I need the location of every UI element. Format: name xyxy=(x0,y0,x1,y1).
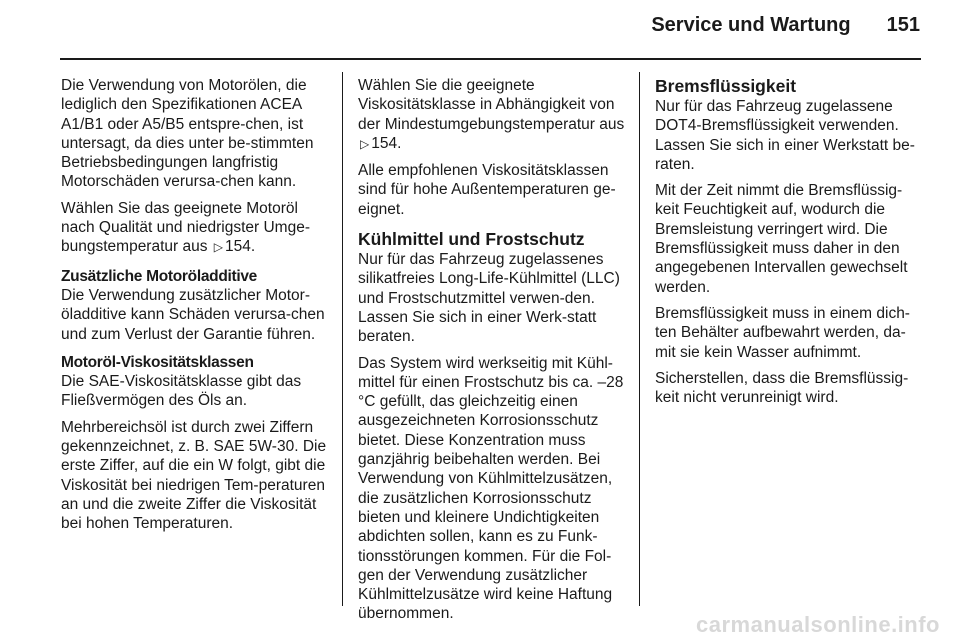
heading-viscosity-classes: Motoröl-Viskositätsklassen xyxy=(61,353,254,371)
column-divider xyxy=(639,72,640,606)
paragraph: Die SAE-Viskositätsklasse gibt das Fließvermögen des Öls an. xyxy=(61,373,302,410)
page-reference[interactable]: 154. xyxy=(371,134,402,152)
heading-coolant: Kühlmittel und Frostschutz xyxy=(358,229,585,250)
paragraph: Mit der Zeit nimmt die Bremsflüssig-keit Feuchtigkeit auf, wodurch die Bremsleistung verringert wird. Die Bremsflüssigkeit muss daher in den angegebenen Intervallen gewechselt werden. xyxy=(655,182,908,296)
page-reference-arrow-icon: ▷ xyxy=(360,136,370,151)
page-header xyxy=(651,14,920,37)
heading-additives: Zusätzliche Motoröladditive xyxy=(61,267,258,285)
page-reference-arrow-icon: ▷ xyxy=(213,240,224,255)
paragraph-text: Wählen Sie die geeignete Viskositätsklasse in Abhängigkeit von der Mindestumgebungstemperatur aus xyxy=(358,77,625,133)
column-1 xyxy=(61,76,329,541)
heading-brake-fluid: Bremsflüssigkeit xyxy=(655,76,797,96)
page-number: 151 xyxy=(886,14,920,36)
column-2 xyxy=(358,76,626,631)
paragraph-with-reference xyxy=(61,199,329,258)
paragraph: Mehrbereichsöl ist durch zwei Ziffern gekennzeichnet, z. B. SAE 5W-30. Die erste Ziffer, auf die ein W folgt, gibt die Viskosität bei niedrigen Tem-peraturen an und die zweite Ziffer die Viskosität bei hohen Temperaturen. xyxy=(61,418,327,533)
paragraph: Nur für das Fahrzeug zugelassene DOT4-Bremsflüssigkeit verwenden. Lassen Sie sich in einer Werkstatt be-raten. xyxy=(655,98,915,173)
paragraph: Bremsflüssigkeit muss in einem dich-ten Behälter aufbewahrt werden, da-mit sie kein Wasser aufnimmt. xyxy=(655,304,910,361)
header-rule xyxy=(60,58,921,60)
paragraph: Das System wird werkseitig mit Kühl-mittel für einen Frostschutz bis ca. –28 °C gefüllt, das gleichzeitig einen ausgezeichneten Korrosionsschutz bietet. Diese Konzentration muss ganzjährig beibehalten werden. Bei Verwendung von Kühlmittelzusätzen, die zusätzlichen Korrosionsschutz bieten und kleinere Undichtigkeiten abdichten sollen, kann es zu Funk-tionsstörungen kommen. Für die Fol-gen der Verwendung zusätzlicher Kühlmittelzusätze wird keine Haftung übernommen. xyxy=(358,354,624,623)
paragraph: Sicherstellen, dass die Bremsflüssig-keit nicht verunreinigt wird. xyxy=(655,369,909,407)
column-divider xyxy=(342,72,343,606)
page-reference[interactable]: 154. xyxy=(225,238,256,256)
section-title: Service und Wartung xyxy=(651,14,851,36)
paragraph: Die Verwendung von Motorölen, die lediglich den Spezifikationen ACEA A1/B1 oder A5/B5 entspre-chen, ist untersagt, da dies unter be-stimmten Betriebsbedingungen langfristig Motorschäden verursa-chen kann. xyxy=(61,77,314,191)
paragraph-with-reference xyxy=(358,76,626,154)
column-3 xyxy=(655,76,923,414)
paragraph-text: Wählen Sie das geeignete Motoröl nach Qualität und niedrigster Umge-bungstemperatur aus xyxy=(61,199,310,256)
paragraph: Die Verwendung zusätzlicher Motor-öladditive kann Schäden verursa-chen und zum Verlust der Garantie führen. xyxy=(61,286,325,343)
watermark: carmanualsonline.info xyxy=(696,612,940,637)
paragraph: Nur für das Fahrzeug zugelassenes silikatfreies Long-Life-Kühlmittel (LLC) und Frostschutzmittel verwen-den. Lassen Sie sich in einer Werk-statt beraten. xyxy=(358,251,620,346)
paragraph: Alle empfohlenen Viskositätsklassen sind für hohe Außentemperaturen ge-eignet. xyxy=(358,162,616,218)
